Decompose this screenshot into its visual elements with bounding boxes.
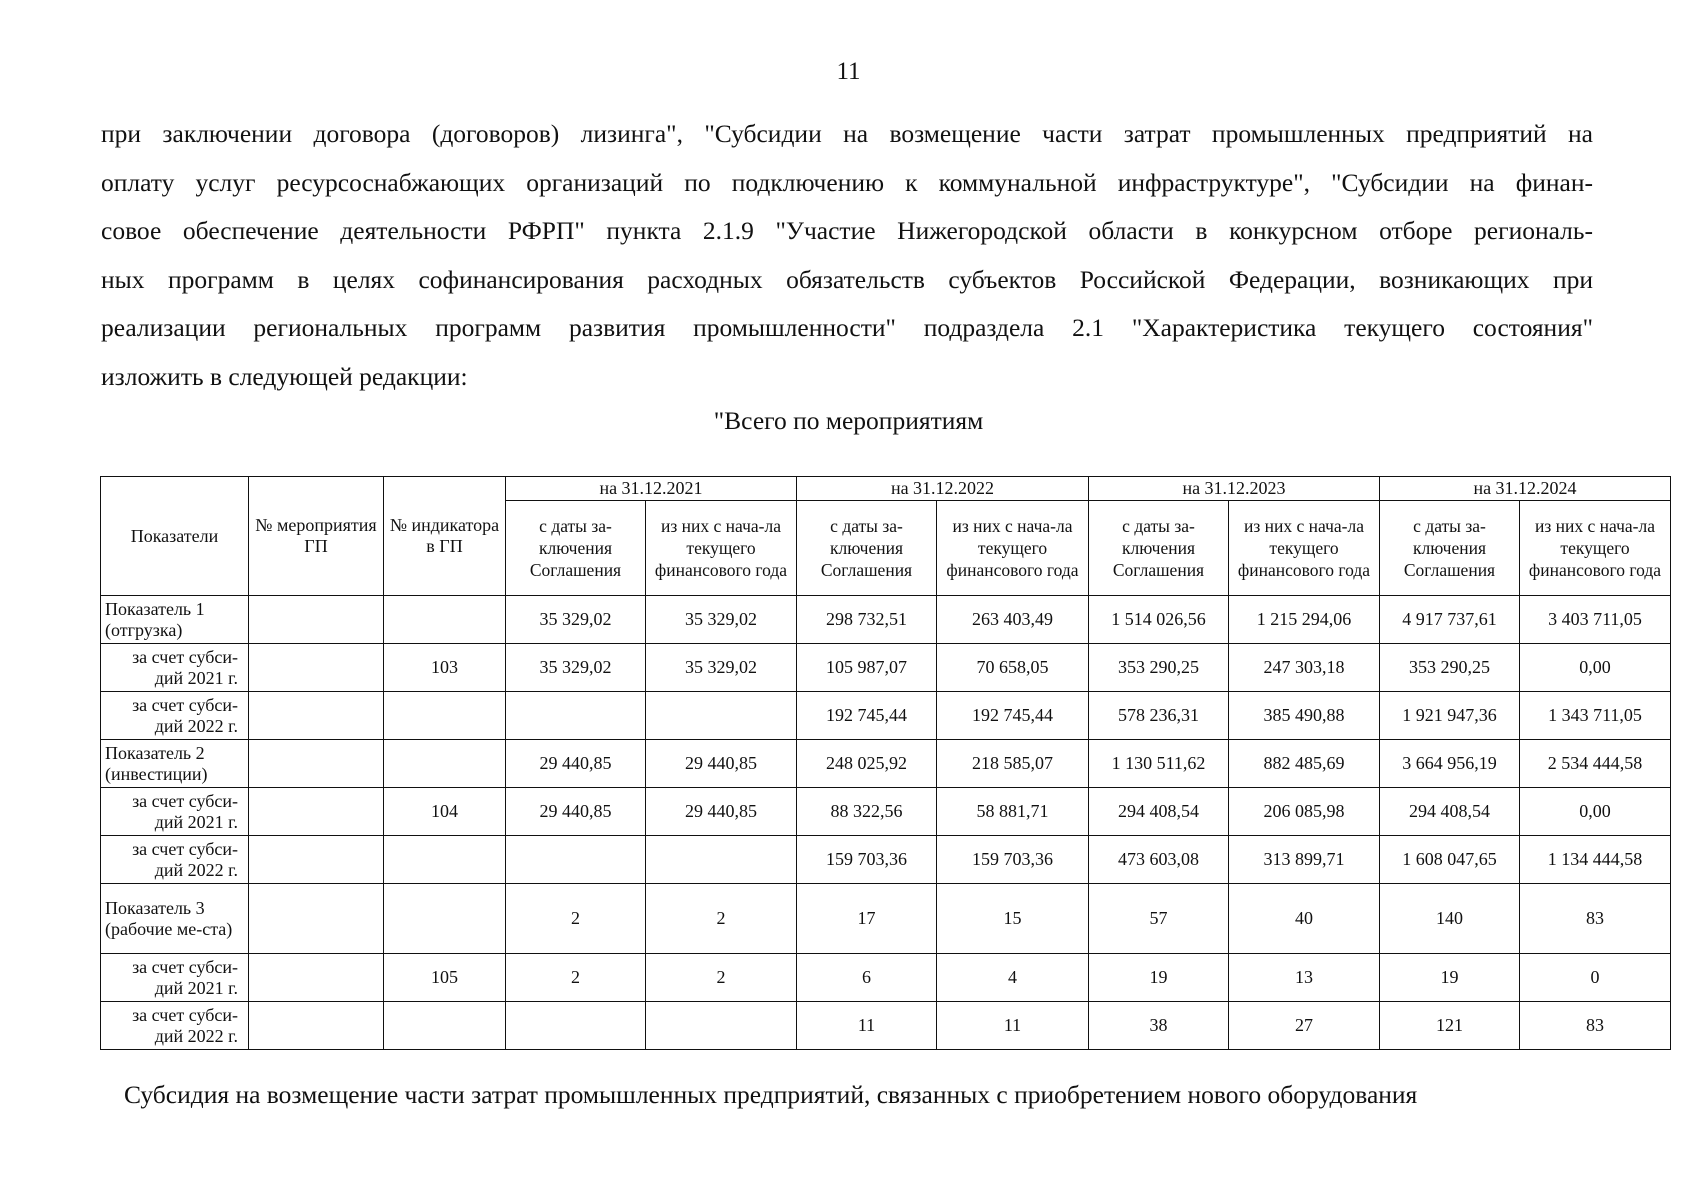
- header-period-2023: на 31.12.2023: [1089, 477, 1380, 501]
- table-row: [101, 884, 1671, 954]
- value-cell: 2: [506, 884, 646, 954]
- indicator-number-cell: 105: [384, 954, 506, 1002]
- value-cell: 19: [1089, 954, 1229, 1002]
- value-cell: [506, 1002, 646, 1050]
- value-cell: 247 303,18: [1229, 644, 1380, 692]
- table-title: "Всего по мероприятиям: [713, 406, 984, 435]
- value-cell: 70 658,05: [937, 644, 1089, 692]
- indicator-number-cell: 103: [384, 644, 506, 692]
- event-number-cell: [249, 836, 384, 884]
- value-cell: 105 987,07: [797, 644, 937, 692]
- row-label: Показатель 3 (рабочие ме-ста): [101, 884, 249, 954]
- value-cell: 206 085,98: [1229, 788, 1380, 836]
- value-cell: [646, 692, 797, 740]
- value-cell: 17: [797, 884, 937, 954]
- value-cell: 159 703,36: [797, 836, 937, 884]
- value-cell: 294 408,54: [1380, 788, 1520, 836]
- indicators-table: [100, 476, 1671, 1050]
- header-since-year-start: из них с нача-ла текущего финансового года: [1229, 501, 1380, 596]
- value-cell: 83: [1520, 1002, 1671, 1050]
- header-since-agreement: с даты за-ключения Соглашения: [797, 501, 937, 596]
- event-number-cell: [249, 1002, 384, 1050]
- value-cell: 294 408,54: [1089, 788, 1229, 836]
- value-cell: 578 236,31: [1089, 692, 1229, 740]
- value-cell: 35 329,02: [506, 644, 646, 692]
- value-cell: 121: [1380, 1002, 1520, 1050]
- indicator-number-cell: [384, 836, 506, 884]
- header-period-2024: на 31.12.2024: [1380, 477, 1671, 501]
- event-number-cell: [249, 954, 384, 1002]
- value-cell: 3 664 956,19: [1380, 740, 1520, 788]
- header-since-year-start: из них с нача-ла текущего финансового года: [646, 501, 797, 596]
- intro-line: реализации региональных программ развития промышленности" подраздела 2.1 "Характеристика текущего состояния": [101, 313, 1593, 342]
- header-indicators: Показатели: [101, 477, 249, 596]
- value-cell: 1 130 511,62: [1089, 740, 1229, 788]
- event-number-cell: [249, 692, 384, 740]
- value-cell: 27: [1229, 1002, 1380, 1050]
- row-label: Показатель 1 (отгрузка): [101, 596, 249, 644]
- table-row: [101, 596, 1671, 644]
- value-cell: 1 608 047,65: [1380, 836, 1520, 884]
- value-cell: 192 745,44: [937, 692, 1089, 740]
- table-row: [101, 692, 1671, 740]
- value-cell: 13: [1229, 954, 1380, 1002]
- value-cell: 6: [797, 954, 937, 1002]
- value-cell: 4 917 737,61: [1380, 596, 1520, 644]
- value-cell: 2: [506, 954, 646, 1002]
- value-cell: 0,00: [1520, 788, 1671, 836]
- event-number-cell: [249, 644, 384, 692]
- row-label: за счет субси-дий 2022 г.: [101, 1002, 249, 1050]
- header-since-year-start: из них с нача-ла текущего финансового года: [937, 501, 1089, 596]
- value-cell: 29 440,85: [646, 740, 797, 788]
- row-label: Показатель 2 (инвестиции): [101, 740, 249, 788]
- intro-line: изложить в следующей редакции:: [101, 361, 468, 391]
- page-number: 11: [836, 58, 861, 85]
- value-cell: 3 403 711,05: [1520, 596, 1671, 644]
- row-label: за счет субси-дий 2021 г.: [101, 788, 249, 836]
- row-label: за счет субси-дий 2021 г.: [101, 954, 249, 1002]
- value-cell: 0: [1520, 954, 1671, 1002]
- intro-line: ных программ в целях софинансирования расходных обязательств субъектов Российской Федерации, возникающих при: [101, 264, 1593, 294]
- value-cell: 353 290,25: [1089, 644, 1229, 692]
- value-cell: 19: [1380, 954, 1520, 1002]
- indicator-number-cell: [384, 884, 506, 954]
- value-cell: [646, 1002, 797, 1050]
- value-cell: 83: [1520, 884, 1671, 954]
- row-label: за счет субси-дий 2022 г.: [101, 692, 249, 740]
- intro-line: совое обеспечение деятельности РФРП" пункта 2.1.9 "Участие Нижегородской области в конкурсном отборе региональ-: [101, 216, 1593, 245]
- value-cell: 29 440,85: [506, 740, 646, 788]
- intro-line: при заключении договора (договоров) лизинга", "Субсидии на возмещение части затрат промышленных предприятий на: [101, 119, 1593, 148]
- table-row: [101, 836, 1671, 884]
- header-event-no: № мероприятия ГП: [249, 477, 384, 596]
- value-cell: 313 899,71: [1229, 836, 1380, 884]
- table-row: [101, 644, 1671, 692]
- value-cell: 2 534 444,58: [1520, 740, 1671, 788]
- value-cell: 58 881,71: [937, 788, 1089, 836]
- value-cell: 248 025,92: [797, 740, 937, 788]
- value-cell: 159 703,36: [937, 836, 1089, 884]
- intro-line: оплату услуг ресурсоснабжающих организаций по подключению к коммунальной инфраструктуре", "Субсидии на финан-: [101, 167, 1593, 197]
- value-cell: 298 732,51: [797, 596, 937, 644]
- event-number-cell: [249, 596, 384, 644]
- indicator-number-cell: [384, 740, 506, 788]
- value-cell: 1 343 711,05: [1520, 692, 1671, 740]
- value-cell: 1 134 444,58: [1520, 836, 1671, 884]
- header-period-2022: на 31.12.2022: [797, 477, 1089, 501]
- event-number-cell: [249, 740, 384, 788]
- header-since-year-start: из них с нача-ла текущего финансового года: [1520, 501, 1671, 596]
- value-cell: 2: [646, 954, 797, 1002]
- indicator-number-cell: [384, 692, 506, 740]
- value-cell: 2: [646, 884, 797, 954]
- value-cell: 40: [1229, 884, 1380, 954]
- indicator-number-cell: 104: [384, 788, 506, 836]
- header-since-agreement: с даты за-ключения Соглашения: [506, 501, 646, 596]
- table-row: [101, 954, 1671, 1002]
- value-cell: 473 603,08: [1089, 836, 1229, 884]
- value-cell: [506, 836, 646, 884]
- value-cell: 35 329,02: [646, 596, 797, 644]
- value-cell: 882 485,69: [1229, 740, 1380, 788]
- table-row: [101, 788, 1671, 836]
- value-cell: 385 490,88: [1229, 692, 1380, 740]
- indicator-number-cell: [384, 596, 506, 644]
- value-cell: [506, 692, 646, 740]
- event-number-cell: [249, 788, 384, 836]
- value-cell: 11: [937, 1002, 1089, 1050]
- value-cell: 15: [937, 884, 1089, 954]
- value-cell: 1 921 947,36: [1380, 692, 1520, 740]
- header-since-agreement: с даты за-ключения Соглашения: [1089, 501, 1229, 596]
- row-label: за счет субси-дий 2021 г.: [101, 644, 249, 692]
- value-cell: 35 329,02: [506, 596, 646, 644]
- value-cell: 29 440,85: [646, 788, 797, 836]
- value-cell: 0,00: [1520, 644, 1671, 692]
- intro-paragraph: [101, 110, 1593, 401]
- table-row: [101, 1002, 1671, 1050]
- event-number-cell: [249, 884, 384, 954]
- value-cell: 38: [1089, 1002, 1229, 1050]
- value-cell: 29 440,85: [506, 788, 646, 836]
- value-cell: 88 322,56: [797, 788, 937, 836]
- value-cell: 11: [797, 1002, 937, 1050]
- value-cell: 1 514 026,56: [1089, 596, 1229, 644]
- value-cell: [646, 836, 797, 884]
- value-cell: 263 403,49: [937, 596, 1089, 644]
- row-label: за счет субси-дий 2022 г.: [101, 836, 249, 884]
- indicator-number-cell: [384, 1002, 506, 1050]
- value-cell: 140: [1380, 884, 1520, 954]
- value-cell: 218 585,07: [937, 740, 1089, 788]
- header-since-agreement: с даты за-ключения Соглашения: [1380, 501, 1520, 596]
- header-indicator-no: № индикатора в ГП: [384, 477, 506, 596]
- header-period-2021: на 31.12.2021: [506, 477, 797, 501]
- value-cell: 192 745,44: [797, 692, 937, 740]
- value-cell: 353 290,25: [1380, 644, 1520, 692]
- value-cell: 4: [937, 954, 1089, 1002]
- value-cell: 57: [1089, 884, 1229, 954]
- table-row: [101, 740, 1671, 788]
- footer-text: Субсидия на возмещение части затрат промышленных предприятий, связанных с приобретением нового оборудования: [124, 1080, 1418, 1109]
- value-cell: 35 329,02: [646, 644, 797, 692]
- value-cell: 1 215 294,06: [1229, 596, 1380, 644]
